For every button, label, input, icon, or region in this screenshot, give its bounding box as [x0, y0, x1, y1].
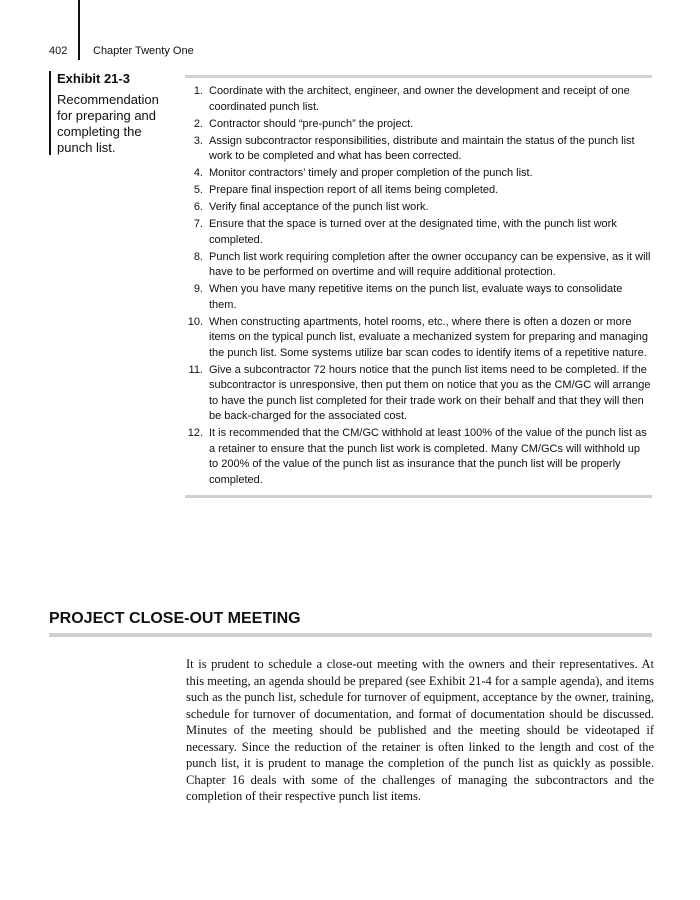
list-item	[185, 200, 652, 216]
section-heading: PROJECT CLOSE-OUT MEETING	[49, 609, 652, 637]
list-item-text: Punch list work requiring completion after the owner occupancy can be expensive, as it will have to be performed on overtime and will require additional protection.	[209, 250, 651, 278]
chapter-title: Chapter Twenty One	[93, 45, 194, 57]
exhibit-sidebar	[49, 71, 171, 155]
list-item	[185, 426, 652, 488]
list-item-text: It is recommended that the CM/GC withhold at least 100% of the value of the punch list as a retainer to ensure that the punch list work is completed. Many CM/GCs will withhold up to 200% of the value of the punch list as insurance that the punch list will be properly completed.	[209, 427, 647, 486]
list-item-text: When constructing apartments, hotel rooms, etc., where there is often a dozen or more items on the typical punch list, evaluate a mechanized system for preparing and managing the punch list. Some systems utilize bar scan codes to identify items of a repetitive nature.	[209, 315, 649, 359]
list-item-text: Prepare final inspection report of all items being completed.	[209, 184, 499, 196]
list-item-number: 4.	[193, 167, 203, 179]
list-item-text: Give a subcontractor 72 hours notice that the punch list items need to be completed. If the subcontractor is unresponsive, then put them on notice that you as the CM/GC will arrange to have the punch list completed for their trade work on their behalf and that they will then be back-charged for the associated cost.	[209, 363, 651, 422]
list-item-number: 12.	[187, 427, 203, 439]
list-item-text: Assign subcontractor responsibilities, distribute and maintain the status of the punch list work to be completed and what has been corrected.	[209, 134, 635, 162]
list-item-number: 9.	[193, 283, 203, 295]
punch-list-steps	[185, 84, 652, 488]
list-item-number: 5.	[193, 184, 203, 196]
list-item	[185, 282, 652, 313]
exhibit-list-box	[185, 75, 652, 498]
list-item-text: Coordinate with the architect, engineer, and owner the development and receipt of one coordinated punch list.	[209, 85, 630, 113]
list-item-text: Monitor contractors’ timely and proper completion of the punch list.	[209, 167, 533, 179]
list-item-text: Ensure that the space is turned over at the designated time, with the punch list work completed.	[209, 218, 617, 246]
list-item-text: Verify final acceptance of the punch list work.	[209, 201, 429, 213]
exhibit-label: Exhibit 21-3	[57, 71, 130, 86]
list-item	[185, 250, 652, 281]
list-item	[185, 117, 652, 133]
list-item-number: 6.	[193, 201, 203, 213]
list-item-text: When you have many repetitive items on the punch list, evaluate ways to consolidate them.	[209, 283, 623, 311]
body-paragraph: It is prudent to schedule a close-out meeting with the owners and their representatives. At this meeting, an agenda should be prepared (see Exhibit 21-4 for a sample agenda), and items such as the punch list, schedule for turnover of equipment, acceptance by the owner, training, schedule for turnover of documentation, and format of documentation should be discussed. Minutes of the meeting should be published and the meeting should be videotaped if necessary. Since the reduction of the retainer is often linked to the length and cost of the punch list, it is prudent to manage the completion of the punch list as quickly as possible. Chapter 16 deals with some of the challenges of managing the subcontractors and the completion of their respective punch list items.	[186, 657, 654, 803]
list-item	[185, 84, 652, 115]
exhibit-caption: Recommendation for preparing and completing the punch list.	[57, 92, 159, 155]
list-item-number: 10.	[187, 315, 203, 328]
list-item-number: 8.	[193, 250, 203, 263]
list-item	[185, 183, 652, 199]
list-item-number: 3.	[193, 134, 203, 147]
list-item	[185, 315, 652, 362]
list-item-number: 2.	[193, 117, 203, 130]
page-number: 402	[49, 45, 68, 57]
list-item-number: 7.	[193, 218, 203, 230]
list-item-text: Contractor should “pre-punch” the project.	[209, 117, 414, 130]
list-item-number: 1.	[193, 85, 203, 97]
header-vertical-rule	[78, 0, 80, 60]
list-item	[185, 134, 652, 165]
list-item-number: 11.	[188, 363, 203, 376]
list-item	[185, 217, 652, 248]
list-item	[185, 166, 652, 182]
list-item	[185, 363, 652, 425]
